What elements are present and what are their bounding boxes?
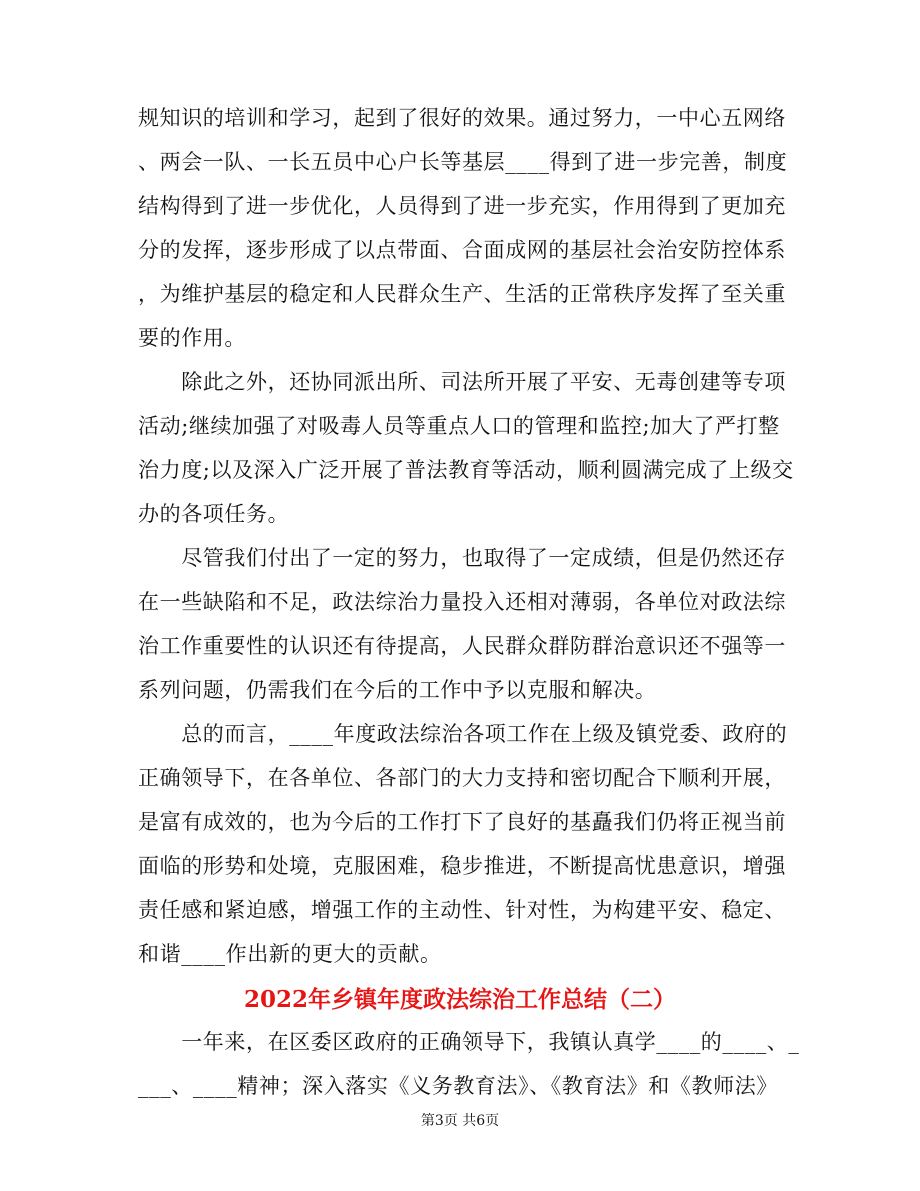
body-line: 和谐____作出新的更大的贡献。 xyxy=(138,942,442,966)
body-line: 治力度;以及深入广泛开展了普法教育等活动，顺利圆满完成了上级交 xyxy=(138,458,794,482)
body-line: 尽管我们付出了一定的努力，也取得了一定成绩，但是仍然还存 xyxy=(138,546,786,570)
body-line: 正确领导下，在各单位、各部门的大力支持和密切配合下顺利开展， xyxy=(138,766,786,790)
body-line: 分的发挥，逐步形成了以点带面、合面成网的基层社会治安防控体系 xyxy=(138,238,786,262)
body-line: 系列问题，仍需我们在今后的工作中予以克服和解决。 xyxy=(138,678,657,702)
body-line: ，为维护基层的稳定和人民群众生产、生活的正常秩序发挥了至关重 xyxy=(138,282,786,306)
body-line: 一年来，在区委区政府的正确领导下，我镇认真学____的____、_ xyxy=(138,1030,800,1054)
body-line: 治工作重要性的认识还有待提高，人民群众群防群治意识还不强等一 xyxy=(138,634,786,658)
body-line: 总的而言，____年度政法综治各项工作在上级及镇党委、政府的 xyxy=(138,722,788,746)
body-line: 、两会一队、一长五员中心户长等基层____得到了进一步完善，制度 xyxy=(138,150,788,174)
body-line: 在一些缺陷和不足，政法综治力量投入还相对薄弱，各单位对政法综 xyxy=(138,590,786,614)
body-line: ___、____精神；深入落实《义务教育法》、《教育法》和《教师法》 xyxy=(138,1074,778,1098)
body-line: 规知识的培训和学习，起到了很好的效果。通过努力，一中心五网络 xyxy=(138,106,786,130)
body-line: 要的作用。 xyxy=(138,326,246,350)
body-line: 办的各项任务。 xyxy=(138,502,290,526)
body-line: 除此之外，还协同派出所、司法所开展了平安、无毒创建等专项 xyxy=(138,370,786,394)
body-line: 活动;继续加强了对吸毒人员等重点人口的管理和监控;加大了严打整 xyxy=(138,414,780,438)
body-line: 面临的形势和处境，克服困难，稳步推进，不断提高忧患意识，增强 xyxy=(138,854,786,878)
body-line: 结构得到了进一步优化，人员得到了进一步充实，作用得到了更加充 xyxy=(138,194,786,218)
body-line: 责任感和紧迫感，增强工作的主动性、针对性，为构建平安、稳定、 xyxy=(138,898,786,922)
section-heading: 2022年乡镇年度政法综治工作总结（二） xyxy=(243,986,676,1013)
body-line: 是富有成效的，也为今后的工作打下了良好的基矗我们仍将正视当前 xyxy=(138,810,786,834)
page-number: 第3页 共6页 xyxy=(420,1113,500,1129)
